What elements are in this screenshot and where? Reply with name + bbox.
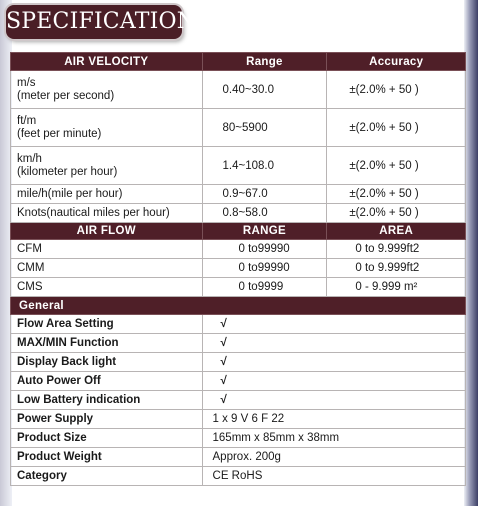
air-flow-header-row (11, 223, 466, 240)
unit-description: (meter per second) (17, 89, 115, 102)
unit-cell (11, 147, 203, 185)
feature-name: Product Size (11, 429, 203, 448)
unit-cell: mile/h(mile per hour) (11, 185, 203, 204)
unit-description: (feet per minute) (17, 127, 102, 140)
table-row (11, 372, 466, 391)
range-cell: 0.40~30.0 (202, 71, 327, 109)
checkmark-icon: √ (202, 334, 465, 353)
accuracy-cell: ±(2.0% + 50 ) (327, 185, 466, 204)
feature-name: Power Supply (11, 410, 203, 429)
feature-name: Flow Area Setting (11, 315, 203, 334)
unit-cell (11, 71, 203, 109)
area-cell: 0 - 9.999 m² (327, 278, 466, 297)
checkmark-icon: √ (202, 372, 465, 391)
unit-description: (kilometer per hour) (17, 165, 118, 178)
header-cell: Range (202, 53, 327, 71)
table-row (11, 259, 466, 278)
header-cell: AIR VELOCITY (11, 53, 203, 71)
range-cell: 0 to99990 (202, 259, 327, 278)
feature-value: Approx. 200g (202, 448, 465, 467)
table-row (11, 240, 466, 259)
area-cell: 0 to 9.999ft2 (327, 240, 466, 259)
range-cell: 0 to99990 (202, 240, 327, 259)
feature-name: Product Weight (11, 448, 203, 467)
range-cell: 80~5900 (202, 109, 327, 147)
checkmark-icon: √ (202, 391, 465, 410)
table-row (11, 334, 466, 353)
unit-cell: Knots(nautical miles per hour) (11, 204, 203, 223)
table-row (11, 109, 466, 147)
table-row (11, 353, 466, 372)
range-cell: 0.9~67.0 (202, 185, 327, 204)
feature-value: 165mm x 85mm x 38mm (202, 429, 465, 448)
right-edge-shade (464, 0, 478, 506)
feature-name: Low Battery indication (11, 391, 203, 410)
checkmark-icon: √ (202, 353, 465, 372)
feature-value: CE RoHS (202, 467, 465, 486)
feature-name: Auto Power Off (11, 372, 203, 391)
area-cell: 0 to 9.999ft2 (327, 259, 466, 278)
feature-name: MAX/MIN Function (11, 334, 203, 353)
header-cell: AIR FLOW (11, 223, 203, 240)
unit-cell: CMM (11, 259, 203, 278)
unit-cell (11, 109, 203, 147)
table-row (11, 185, 466, 204)
air-velocity-header-row (11, 53, 466, 71)
unit-label: ft/m (17, 114, 37, 127)
unit-label: m/s (17, 76, 36, 89)
checkmark-icon: √ (202, 315, 465, 334)
range-cell: 0 to9999 (202, 278, 327, 297)
table-row (11, 448, 466, 467)
table-row (11, 467, 466, 486)
table-row (11, 204, 466, 223)
specifications-table (10, 52, 466, 486)
range-cell: 0.8~58.0 (202, 204, 327, 223)
unit-cell: CMS (11, 278, 203, 297)
header-cell: AREA (327, 223, 466, 240)
accuracy-cell: ±(2.0% + 50 ) (327, 109, 466, 147)
feature-value: 1 x 9 V 6 F 22 (202, 410, 465, 429)
accuracy-cell: ±(2.0% + 50 ) (327, 71, 466, 109)
table-row (11, 391, 466, 410)
table-row (11, 71, 466, 109)
table-row (11, 147, 466, 185)
table-row (11, 278, 466, 297)
page-title: SPECIFICATIONS (6, 5, 182, 39)
range-cell: 1.4~108.0 (202, 147, 327, 185)
general-header-row (11, 297, 466, 315)
header-cell: RANGE (202, 223, 327, 240)
table-row (11, 410, 466, 429)
unit-label: km/h (17, 152, 42, 165)
table-row (11, 315, 466, 334)
feature-name: Display Back light (11, 353, 203, 372)
header-cell: General (11, 297, 466, 315)
header-cell: Accuracy (327, 53, 466, 71)
feature-name: Category (11, 467, 203, 486)
table-row (11, 429, 466, 448)
accuracy-cell: ±(2.0% + 50 ) (327, 147, 466, 185)
unit-cell: CFM (11, 240, 203, 259)
accuracy-cell: ±(2.0% + 50 ) (327, 204, 466, 223)
